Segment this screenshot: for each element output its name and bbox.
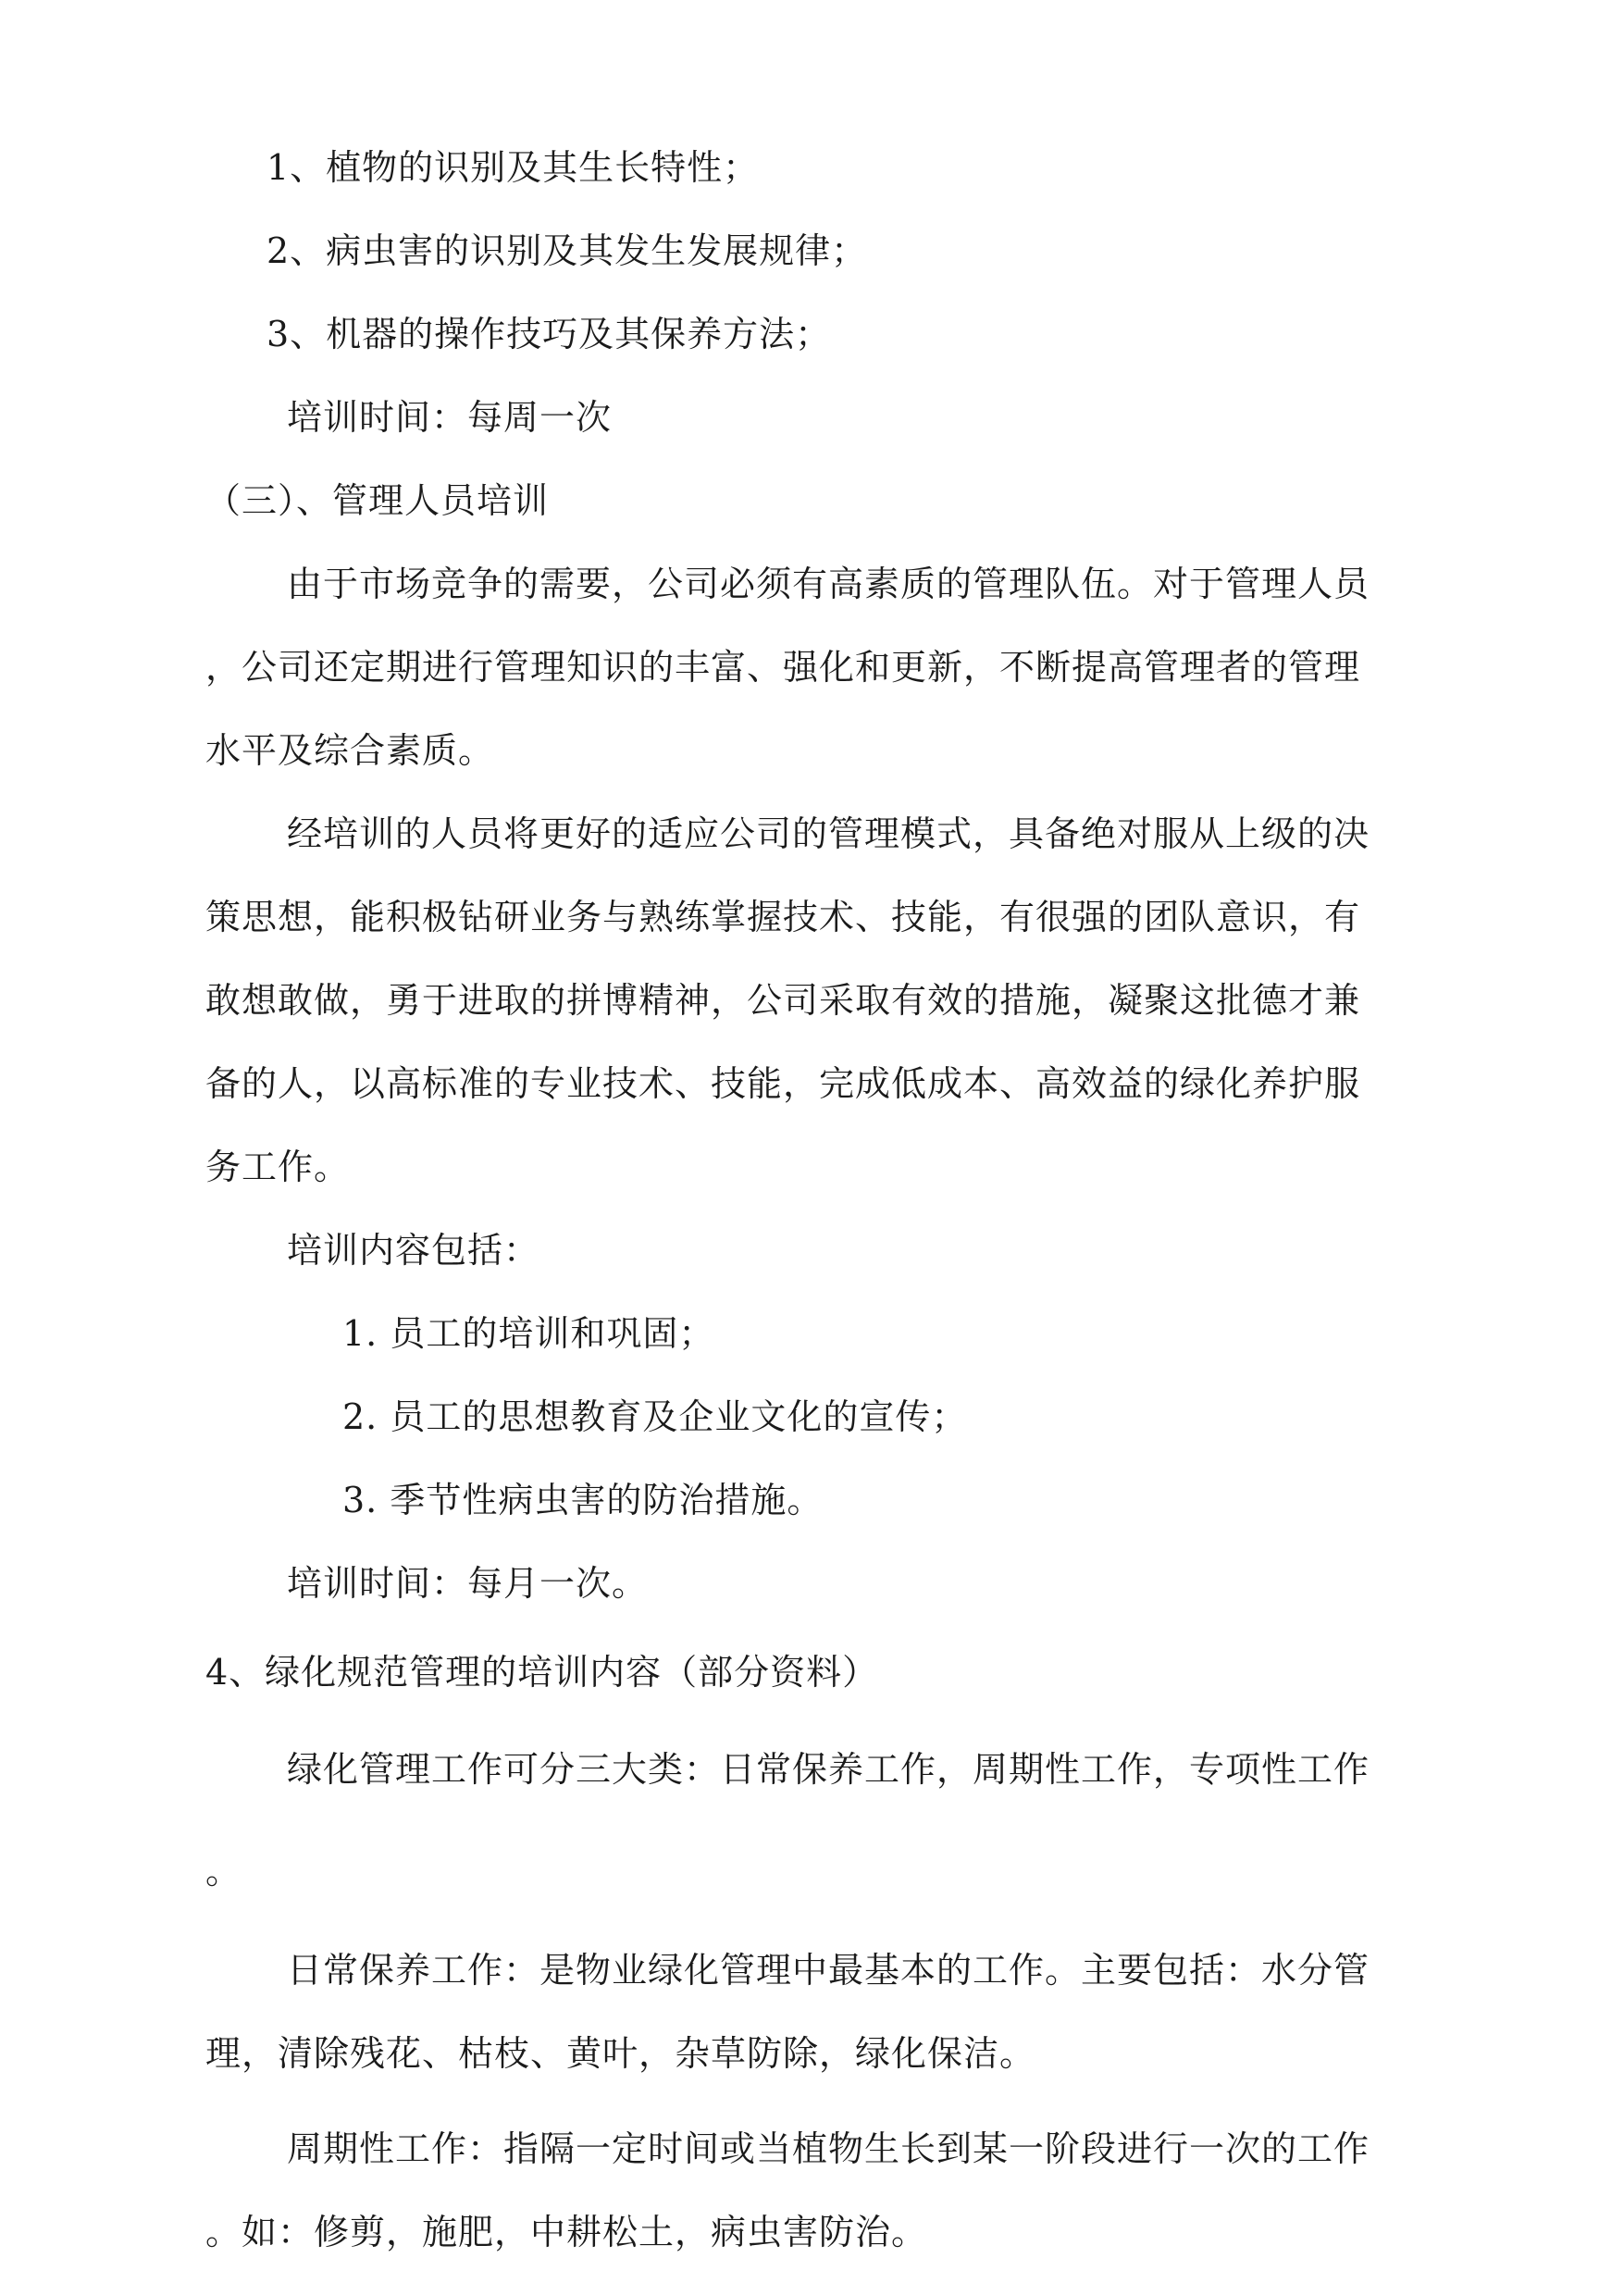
paragraph-1-line-3: 水平及综合素质。 [205,730,495,771]
paragraph-3-line-2: 。 [205,1851,242,1892]
paragraph-5-line-1: 周期性工作：指隔一定时间或当植物生长到某一阶段进行一次的工作 [287,2128,1370,2169]
paragraph-5-line-2: 。如：修剪，施肥，中耕松土，病虫害防治。 [205,2212,928,2252]
training-item-1: 1、植物的识别及其生长特性； [267,147,760,188]
paragraph-4-line-1: 日常保养工作：是物业绿化管理中最基本的工作。主要包括：水分管 [287,1950,1370,1991]
section-four-heading: 4、绿化规范管理的培训内容（部分资料） [205,1652,879,1693]
training-time-weekly: 培训时间：每周一次 [287,397,613,438]
training-item-3: 3、机器的操作技巧及其保养方法； [267,314,832,354]
training-item-2: 2、病虫害的识别及其发生发展规律； [267,230,868,271]
paragraph-1-line-2: ，公司还定期进行管理知识的丰富、强化和更新，不断提高管理者的管理 [205,647,1361,688]
paragraph-4-line-2: 理，清除残花、枯枝、黄叶，杂草防除，绿化保洁。 [205,2033,1036,2074]
paragraph-2-line-2: 策思想，能积极钻研业务与熟练掌握技术、技能，有很强的团队意识，有 [205,897,1361,937]
paragraph-2-line-1: 经培训的人员将更好的适应公司的管理模式，具备绝对服从上级的决 [287,813,1370,854]
paragraph-2-line-3: 敢想敢做，勇于进取的拼博精神，公司采取有效的措施，凝聚这批德才兼 [205,980,1361,1021]
content-label: 培训内容包括： [287,1230,540,1271]
paragraph-2-line-5: 务工作。 [205,1147,351,1187]
training-time-monthly: 培训时间：每月一次。 [287,1563,649,1604]
content-item-1: 1. 员工的培训和巩固； [342,1313,715,1354]
paragraph-2-line-4: 备的人，以高标准的专业技术、技能，完成低成本、高效益的绿化养护服 [205,1063,1361,1104]
section-three-heading: （三）、管理人员培训 [205,480,550,521]
content-item-2: 2. 员工的思想教育及企业文化的宣传； [342,1396,968,1437]
paragraph-3-line-1: 绿化管理工作可分三大类：日常保养工作，周期性工作，专项性工作 [287,1749,1370,1790]
content-item-3: 3. 季节性病虫害的防治措施。 [342,1480,824,1520]
paragraph-1-line-1: 由于市场竞争的需要，公司必须有高素质的管理队伍。对于管理人员 [287,564,1370,604]
